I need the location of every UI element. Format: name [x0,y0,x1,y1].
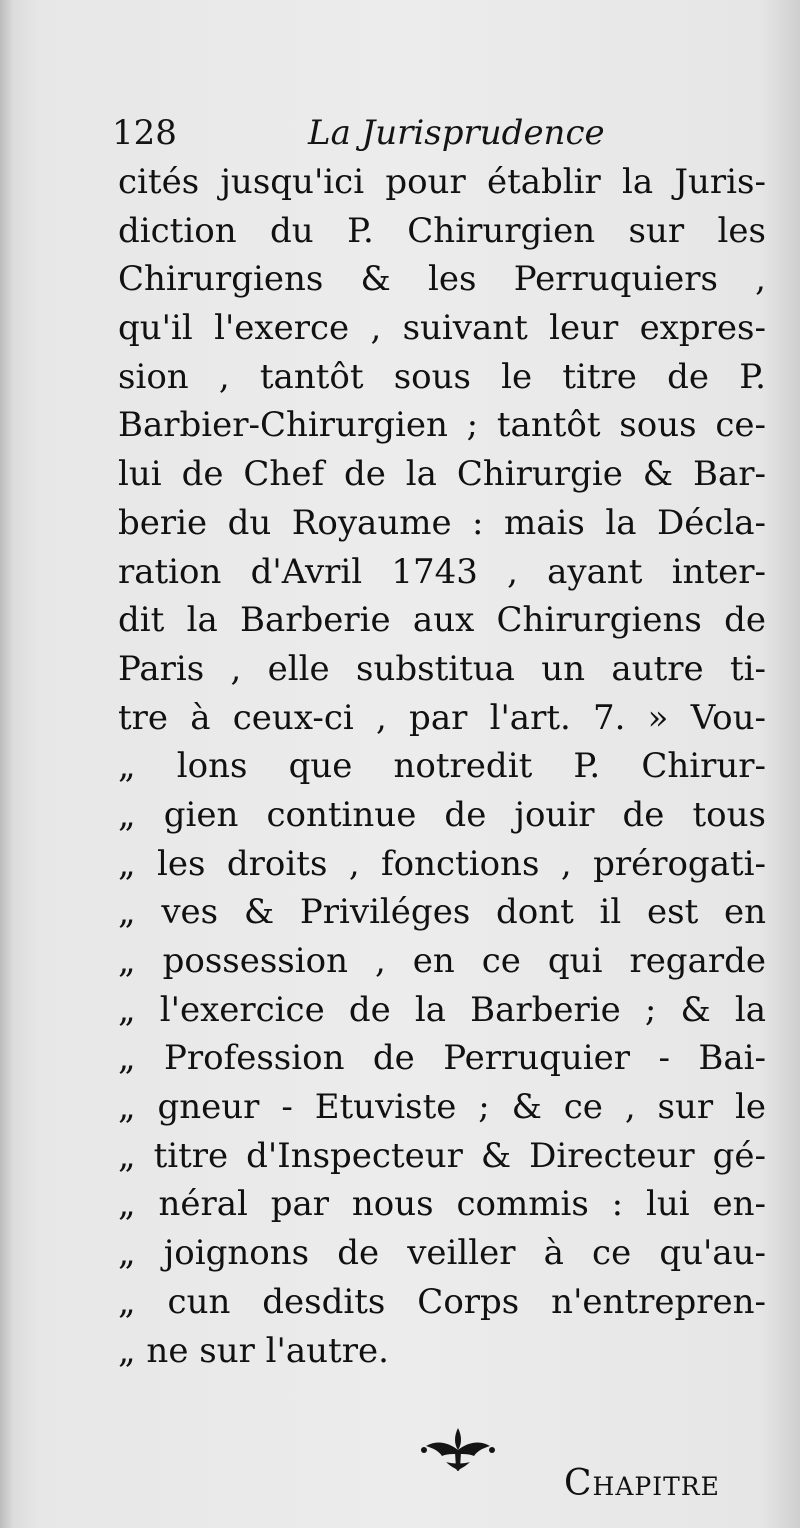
text-line: „ l'exercice de la Barberie ; & la [118,989,766,1030]
text-line: „ possession , en ce qui regarde [118,941,766,981]
text-line: sion , tantôt sous le titre de P. [118,356,766,397]
text-line: „ Profession de Perruquier - Bai- [118,1038,766,1079]
text-line: Chirurgiens & les Perruquiers , [118,259,766,300]
text-line: „ néral par nous commis : lui en- [118,1184,766,1225]
text-line: „ joignons de veiller à ce qu'au- [118,1233,766,1274]
text-line: qu'il l'exerce , suivant leur expres- [118,308,766,349]
page-header [112,108,612,158]
catchword: Chapitre [564,1463,720,1504]
text-line: dit la Barberie aux Chirurgiens de [118,600,766,641]
text-line: „ lons que notredit P. Chirur- [118,746,766,787]
text-line: „ gien continue de jouir de tous [118,794,766,835]
page-gutter-edge [0,0,14,1528]
text-line: lui de Chef de la Chirurgie & Bar- [118,454,766,495]
fleuron-ornament-icon [418,1424,498,1476]
text-line: Paris , elle substitua un autre ti- [118,648,766,689]
text-line: ration d'Avril 1743 , ayant inter- [118,551,766,592]
text-line: „ gneur - Etuviste ; & ce , sur le [118,1087,766,1128]
text-line: „ les droits , fonctions , prérogati- [118,843,766,884]
body-text [118,158,766,1375]
text-line: tre à ceux-ci , par l'art. 7. » Vou- [118,697,766,738]
page-number: 128 [112,113,177,153]
text-line: diction du P. Chirurgien sur les [118,210,766,251]
text-line: „ titre d'Inspecteur & Directeur gé- [118,1135,766,1176]
text-line: berie du Royaume : mais la Décla- [118,502,766,543]
text-line: Barbier-Chirurgien ; tantôt sous ce- [118,405,766,446]
text-line: „ ves & Priviléges dont il est en [118,892,766,933]
text-line: „ ne sur l'autre. [118,1330,389,1371]
text-line: cités jusqu'ici pour établir la Juris- [118,162,766,202]
running-head: La Jurisprudence [308,113,605,153]
text-line: „ cun desdits Corps n'entrepren- [118,1281,766,1322]
